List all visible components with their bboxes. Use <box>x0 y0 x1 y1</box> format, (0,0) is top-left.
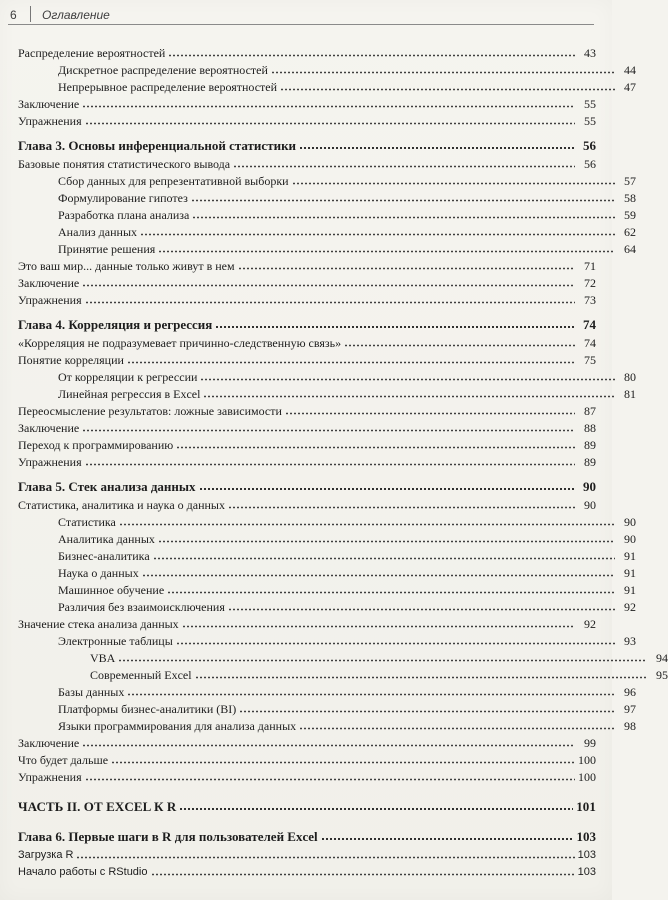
toc-entry-title: Заключение <box>18 276 80 290</box>
toc-entry-linear-regression-excel <box>18 384 636 400</box>
dot-leader <box>228 608 615 611</box>
dot-leader <box>85 301 575 304</box>
toc-chapter-page: 74 <box>583 317 596 332</box>
toc-entry-page: 71 <box>584 259 596 273</box>
dot-leader <box>85 778 575 781</box>
toc-entry-page: 96 <box>624 685 636 699</box>
toc-entry-page: 89 <box>584 438 596 452</box>
toc-entry-bi-platforms <box>18 699 636 715</box>
toc-entry-decision <box>18 239 636 255</box>
toc-entry-title: Дискретное распределение вероятностей <box>58 63 268 77</box>
toc-entry-page: 92 <box>624 600 636 614</box>
toc-entry-differences <box>18 597 636 613</box>
toc-entry-vba <box>18 648 668 664</box>
toc-chapter-title: Глава 5. Стек анализа данных <box>18 479 196 494</box>
toc-entry-page: 89 <box>584 455 596 469</box>
toc-entry-title: Заключение <box>18 97 80 111</box>
dot-leader <box>203 395 615 398</box>
toc-chapter-title: Глава 6. Первые шаги в R для пользователей Excel <box>18 829 318 844</box>
toc-entry-start-rstudio <box>18 862 596 878</box>
toc-entry-page: 93 <box>624 634 636 648</box>
toc-entry-page: 62 <box>624 225 636 239</box>
toc-entry-statistics <box>18 512 636 528</box>
toc-entry-discrete-distribution <box>18 60 636 76</box>
toc-entry-page: 92 <box>584 617 596 631</box>
toc-entry-probability-distribution <box>18 43 596 59</box>
toc-entry-title: Заключение <box>18 421 80 435</box>
dot-leader <box>127 693 615 696</box>
dot-leader <box>285 412 575 415</box>
toc-entry-title: VBA <box>90 651 116 665</box>
toc-entry-title: Распределение вероятностей <box>18 46 166 60</box>
toc-entry-exercises <box>18 290 596 306</box>
toc-entry-correlation-concept <box>18 350 596 366</box>
toc-entry-title: Линейная регрессия в Excel <box>58 387 201 401</box>
dot-leader <box>82 284 575 287</box>
toc-entry-title: Современный Excel <box>90 668 192 682</box>
toc-entry-title: Разработка плана анализа <box>58 208 190 222</box>
toc-entry-title: Упражнения <box>18 114 82 128</box>
toc-entry-page: 94 <box>656 651 668 665</box>
toc-entry-page: 97 <box>624 702 636 716</box>
dot-leader <box>176 642 615 645</box>
toc-entry-page: 47 <box>624 80 636 94</box>
dot-leader <box>85 122 575 125</box>
toc-entry-page: 56 <box>584 157 596 171</box>
toc-entry-title: Это ваш мир... данные только живут в нем <box>18 259 235 273</box>
toc-entry-title: Понятие корреляции <box>18 353 124 367</box>
dot-leader <box>142 574 615 577</box>
toc-chapter-4 <box>18 313 596 331</box>
toc-entry-what-next <box>18 750 596 766</box>
toc-entry-exercises <box>18 767 596 783</box>
toc-entry-modern-excel <box>18 665 668 681</box>
toc-entry-machine-learning <box>18 580 636 596</box>
toc-part-page: 101 <box>576 799 596 814</box>
dot-leader <box>82 429 575 432</box>
toc-entry-title: Бизнес-аналитика <box>58 549 150 563</box>
dot-leader <box>195 676 647 679</box>
header-separator <box>30 6 31 22</box>
toc-entry-title: От корреляции к регрессии <box>58 370 198 384</box>
toc-entry-title: Языки программирования для анализа данных <box>58 719 297 733</box>
toc-entry-page: 91 <box>624 583 636 597</box>
dot-leader <box>238 267 575 270</box>
toc-chapter-3 <box>18 134 596 152</box>
dot-leader <box>233 165 575 168</box>
dot-leader <box>199 487 575 491</box>
dot-leader <box>158 540 615 543</box>
toc-entry-title: Статистика, аналитика и наука о данных <box>18 498 225 512</box>
dot-leader <box>292 182 615 185</box>
toc-chapter-title: Глава 4. Корреляция и регрессия <box>18 317 213 332</box>
toc-entry-page: 55 <box>584 114 596 128</box>
toc-entry-title: Принятие решения <box>58 242 156 256</box>
toc-entry-page: 58 <box>624 191 636 205</box>
toc-entry-title: Упражнения <box>18 455 82 469</box>
dot-leader <box>321 837 574 841</box>
toc-entry-page: 55 <box>584 97 596 111</box>
toc-entry-page: 64 <box>624 242 636 256</box>
toc-entry-page: 91 <box>624 566 636 580</box>
toc-part-2 <box>18 795 596 813</box>
dot-leader <box>200 378 615 381</box>
dot-leader <box>182 625 575 628</box>
toc-entry-page: 90 <box>624 515 636 529</box>
toc-entry-page: 72 <box>584 276 596 290</box>
toc-entry-page: 90 <box>624 532 636 546</box>
dot-leader <box>191 199 615 202</box>
toc-entry-page: 57 <box>624 174 636 188</box>
dot-leader <box>280 88 615 91</box>
toc-entry-title: Аналитика данных <box>58 532 155 546</box>
toc-entry-title: Загрузка R <box>18 849 74 861</box>
dot-leader <box>118 659 647 662</box>
toc-entry-page: 80 <box>624 370 636 384</box>
toc-entry-page: 74 <box>584 336 596 350</box>
toc-entry-basic-inference <box>18 154 596 170</box>
toc-entry-title: Базы данных <box>58 685 125 699</box>
toc-entry-move-to-programming <box>18 435 596 451</box>
page-number: 6 <box>10 8 17 22</box>
toc-entry-conclusion <box>18 418 596 434</box>
dot-leader <box>271 71 615 74</box>
toc-entry-exercises <box>18 452 596 468</box>
dot-leader <box>82 105 575 108</box>
dot-leader <box>140 233 615 236</box>
toc-entry-conclusion <box>18 733 596 749</box>
toc-entry-conclusion <box>18 94 596 110</box>
toc-entry-title: Переход к программированию <box>18 438 174 452</box>
toc-entry-continuous-distribution <box>18 77 636 93</box>
dot-leader <box>299 146 575 150</box>
toc-entry-analysis-plan <box>18 205 636 221</box>
toc-entry-spreadsheets <box>18 631 636 647</box>
toc-chapter-title: Глава 3. Основы инференциальной статистики <box>18 138 297 153</box>
toc-entry-page: 88 <box>584 421 596 435</box>
dot-leader <box>167 591 615 594</box>
dot-leader <box>179 807 573 811</box>
toc-entry-page: 100 <box>578 770 596 784</box>
dot-leader <box>344 344 575 347</box>
dot-leader <box>192 216 615 219</box>
toc-entry-page: 59 <box>624 208 636 222</box>
toc-entry-conclusion <box>18 273 596 289</box>
dot-leader <box>119 523 615 526</box>
toc-entry-title: Упражнения <box>18 770 82 784</box>
dot-leader <box>82 744 575 747</box>
toc-chapter-page: 90 <box>583 479 596 494</box>
toc-entry-title: Анализ данных <box>58 225 138 239</box>
toc-entry-page: 90 <box>584 498 596 512</box>
dot-leader <box>228 506 575 509</box>
dot-leader <box>153 557 615 560</box>
dot-leader <box>85 463 575 466</box>
toc-part-title: ЧАСТЬ II. ОТ EXCEL К R <box>18 799 177 814</box>
dot-leader <box>127 361 575 364</box>
toc-entry-page: 75 <box>584 353 596 367</box>
toc-entry-databases <box>18 682 636 698</box>
toc-entry-title: Платформы бизнес-аналитики (BI) <box>58 702 237 716</box>
toc-entry-download-r <box>18 845 596 861</box>
toc-entry-title: Непрерывное распределение вероятностей <box>58 80 278 94</box>
dot-leader <box>176 446 575 449</box>
toc-entry-page: 99 <box>584 736 596 750</box>
toc-entry-title: Наука о данных <box>58 566 139 580</box>
toc-entry-title: Заключение <box>18 736 80 750</box>
toc-entry-title: Машинное обучение <box>58 583 165 597</box>
toc-entry-data-analysis <box>18 222 636 238</box>
toc-entry-hypotheses <box>18 188 636 204</box>
toc-entry-title: Переосмысление результатов: ложные зависимости <box>18 404 282 418</box>
dot-leader <box>299 727 615 730</box>
toc-entry-page: 87 <box>584 404 596 418</box>
toc-entry-spurious-relationships <box>18 401 596 417</box>
toc-entry-title: Базовые понятия статистического вывода <box>18 157 231 171</box>
toc-entry-title: «Корреляция не подразумевает причинно-следственную связь» <box>18 336 342 350</box>
dot-leader <box>111 761 575 764</box>
toc-entry-title: Что будет дальше <box>18 753 109 767</box>
toc-entry-page: 44 <box>624 63 636 77</box>
toc-entry-page: 73 <box>584 293 596 307</box>
toc-entry-statistics-analytics-data-science <box>18 495 596 511</box>
toc-entry-title: Начало работы с RStudio <box>18 866 148 878</box>
toc-chapter-page: 103 <box>576 829 596 844</box>
toc-entry-your-world <box>18 256 596 272</box>
toc-entry-title: Электронные таблицы <box>58 634 173 648</box>
toc-entry-data-science <box>18 563 636 579</box>
toc-entry-page: 43 <box>584 46 596 60</box>
toc-entry-sample-collection <box>18 171 636 187</box>
dot-leader <box>215 325 575 329</box>
toc-entry-business-analytics <box>18 546 636 562</box>
dot-leader <box>168 54 575 57</box>
toc-entry-page: 91 <box>624 549 636 563</box>
toc-entry-correlation-to-regression <box>18 367 636 383</box>
running-header <box>8 6 594 25</box>
toc-entry-title: Сбор данных для репрезентативной выборки <box>58 174 289 188</box>
toc-entry-data-analytics <box>18 529 636 545</box>
toc-entry-title: Различия без взаимоисключения <box>58 600 225 614</box>
toc-entry-page: 103 <box>577 866 596 878</box>
toc-entry-title: Статистика <box>58 515 116 529</box>
toc-entry-exercises <box>18 111 596 127</box>
header-title: Оглавление <box>42 8 110 22</box>
toc-entry-page: 100 <box>578 753 596 767</box>
toc-entry-page: 95 <box>656 668 668 682</box>
toc-chapter-page: 56 <box>583 138 596 153</box>
toc-entry-title: Значение стека анализа данных <box>18 617 179 631</box>
toc-entry-page: 81 <box>624 387 636 401</box>
toc-chapter-5 <box>18 475 596 493</box>
toc-entry-title: Упражнения <box>18 293 82 307</box>
dot-leader <box>76 856 574 859</box>
toc-entry-title: Формулирование гипотез <box>58 191 188 205</box>
toc-entry-page: 98 <box>624 719 636 733</box>
toc-entry-programming-languages <box>18 716 636 732</box>
toc-chapter-6 <box>18 825 596 843</box>
toc-entry-page: 103 <box>577 849 596 861</box>
dot-leader <box>239 710 615 713</box>
toc-entry-data-stack-value <box>18 614 596 630</box>
toc-entry-correlation-quote <box>18 333 596 349</box>
dot-leader <box>158 250 615 253</box>
dot-leader <box>151 873 575 876</box>
